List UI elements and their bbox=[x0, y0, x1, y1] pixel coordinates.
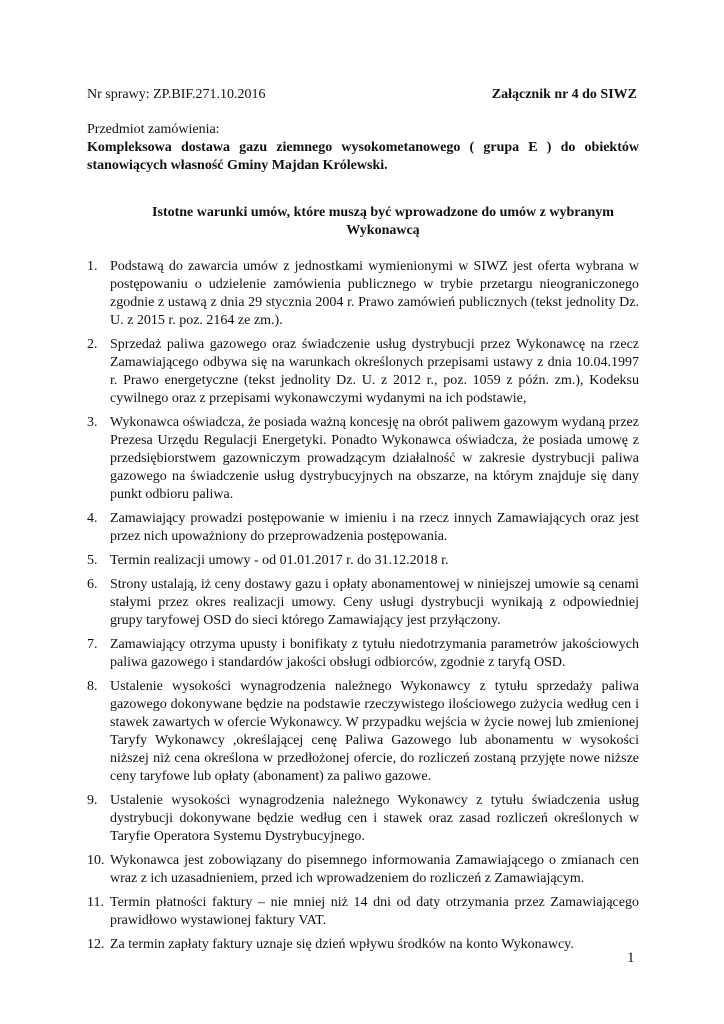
term-number: 8. bbox=[87, 679, 98, 694]
term-item bbox=[87, 852, 639, 888]
term-item bbox=[87, 336, 639, 408]
term-item bbox=[87, 678, 639, 786]
subject-label: Przedmiot zamówienia: bbox=[87, 122, 220, 137]
attachment-label: Załącznik nr 4 do SIWZ bbox=[491, 87, 637, 102]
terms-list bbox=[87, 258, 639, 960]
term-number: 1. bbox=[87, 259, 98, 274]
term-number: 5. bbox=[87, 553, 98, 568]
term-text: Zamawiający prowadzi postępowanie w imieniu i na rzecz innych Zamawiających oraz jest przez nich upoważniony do przeprowadzenia postępowania. bbox=[110, 511, 639, 544]
term-number: 4. bbox=[87, 511, 98, 526]
subject-text: Kompleksowa dostawa gazu ziemnego wysokometanowego ( grupa E ) do obiektów stanowiących własność Gminy Majdan Królewski. bbox=[87, 140, 639, 173]
term-text: Ustalenie wysokości wynagrodzenia należnego Wykonawcy z tytułu sprzedaży paliwa gazowego dokonywane będzie na podstawie rzeczywistego ilościowego zużycia według cen i stawek zawartych w ofercie Wykonawcy. W przypadku wejścia w życie nowej lub zmienionej Taryfy Wykonawcy ,określającej cenę Paliwa Gazowego lub abonamentu w wysokości niższej niż cena określona w przedłożonej ofercie, do rozliczeń zostaną przyjęte nowe niższe ceny taryfowe lub opłaty (abonament) za paliwo gazowe. bbox=[110, 679, 639, 784]
term-item bbox=[87, 636, 639, 672]
term-item bbox=[87, 258, 639, 330]
subject-block bbox=[87, 121, 639, 175]
term-number: 3. bbox=[87, 415, 98, 430]
section-title: Istotne warunki umów, które muszą być wprowadzone do umów z wybranym Wykonawcą bbox=[152, 205, 614, 238]
term-number: 11. bbox=[87, 895, 104, 910]
term-text: Za termin zapłaty faktury uznaje się dzień wpływu środków na konto Wykonawcy. bbox=[110, 937, 574, 952]
document-header bbox=[87, 86, 637, 104]
term-item bbox=[87, 510, 639, 546]
term-item bbox=[87, 414, 639, 504]
term-item bbox=[87, 576, 639, 630]
term-item bbox=[87, 552, 639, 570]
term-item bbox=[87, 792, 639, 846]
term-text: Sprzedaż paliwa gazowego oraz świadczenie usług dystrybucji przez Wykonawcę na rzecz Zamawiającego odbywa się na warunkach określonych przepisami ustawy z dnia 10.04.1997 r. Prawo energetyczne (tekst jednolity Dz. U. z 2012 r., poz. 1059 z późn. zm.), Kodeksu cywilnego oraz z przepisami wykonawczymi wydanymi na ich podstawie, bbox=[110, 337, 639, 406]
term-item bbox=[87, 936, 639, 954]
term-number: 10. bbox=[87, 853, 105, 868]
term-text: Termin płatności faktury – nie mniej niż 14 dni od daty otrzymania przez Zamawiającego prawidłowo wystawionej faktury VAT. bbox=[110, 895, 639, 928]
term-text: Termin realizacji umowy - od 01.01.2017 r. do 31.12.2018 r. bbox=[110, 553, 449, 568]
term-text: Wykonawca jest zobowiązany do pisemnego informowania Zamawiającego o zmianach cen wraz z ich uzasadnieniem, przed ich wprowadzeniem do rozliczeń z Zamawiającym. bbox=[110, 853, 639, 886]
term-number: 9. bbox=[87, 793, 98, 808]
term-text: Podstawą do zawarcia umów z jednostkami wymienionymi w SIWZ jest oferta wybrana w postępowaniu o udzielenie zamówienia publicznego w trybie przetargu nieograniczonego zgodnie z ustawą z dnia 29 stycznia 2004 r. Prawo zamówień publicznych (tekst jednolity Dz. U. z 2015 r. poz. 2164 ze zm.). bbox=[110, 259, 639, 328]
term-text: Zamawiający otrzyma upusty i bonifikaty z tytułu niedotrzymania parametrów jakościowych paliwa gazowego i standardów jakości obsługi odbiorców, zgodnie z taryfą OSD. bbox=[110, 637, 639, 670]
term-number: 2. bbox=[87, 337, 98, 352]
case-number: Nr sprawy: ZP.BIF.271.10.2016 bbox=[87, 87, 266, 102]
page-number: 1 bbox=[627, 950, 635, 966]
term-text: Strony ustalają, iż ceny dostawy gazu i opłaty abonamentowej w niniejszej umowie są cenami stałymi przez okres realizacji umowy. Ceny usługi dystrybucji wynikają z odpowiedniej grupy taryfowej OSD do sieci którego Zamawiający jest przyłączony. bbox=[110, 577, 639, 628]
term-text: Wykonawca oświadcza, że posiada ważną koncesję na obrót paliwem gazowym wydaną przez Prezesa Urzędu Regulacji Energetyki. Ponadto Wykonawca oświadcza, że posiada umowę z przedsiębiorstwem gazowniczym prowadzącym działalność w zakresie dystrybucji paliwa gazowego na świadczenie usług dystrybucyjnych na obszarze, na którym znajduje się dany punkt odbioru paliwa. bbox=[110, 415, 639, 502]
term-item bbox=[87, 894, 639, 930]
term-number: 6. bbox=[87, 577, 98, 592]
term-number: 12. bbox=[87, 937, 105, 952]
term-text: Ustalenie wysokości wynagrodzenia należnego Wykonawcy z tytułu świadczenia usług dystrybucji dokonywane będzie według cen i stawek oraz zasad rozliczeń określonych w Taryfie Operatora Systemu Dystrybucyjnego. bbox=[110, 793, 639, 844]
term-number: 7. bbox=[87, 637, 98, 652]
